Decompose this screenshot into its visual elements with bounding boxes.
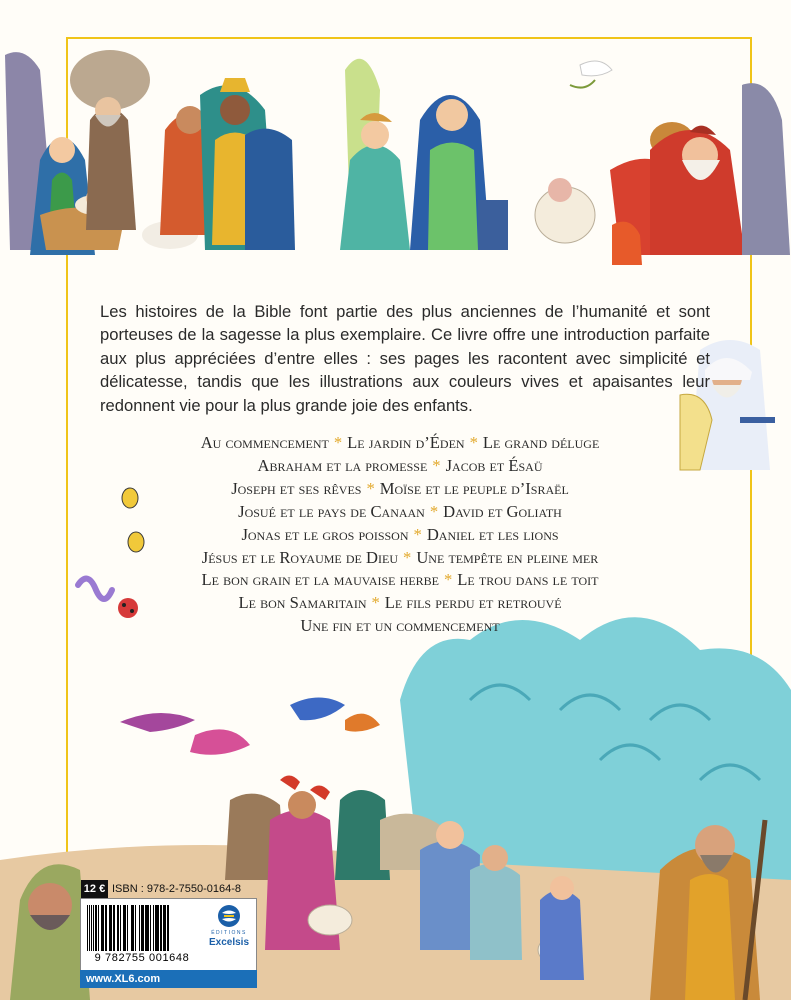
barcode-bar [120, 905, 121, 951]
story-title: Daniel et les lions [426, 524, 559, 544]
star-separator: * [366, 478, 375, 498]
star-separator: * [371, 593, 380, 613]
story-title: Abraham et la promesse [257, 455, 428, 475]
barcode-bar [135, 905, 136, 951]
noah-with-animals [535, 83, 790, 265]
story-title: Joseph et ses rêves [231, 478, 362, 498]
story-line [140, 455, 660, 478]
barcode-bar [93, 905, 94, 951]
barcode-bar [101, 905, 104, 951]
star-separator: * [469, 433, 478, 452]
dove [570, 61, 612, 88]
barcode-bar [91, 905, 92, 951]
barcode-bar [87, 905, 88, 951]
story-title: Le jardin d’Éden [347, 433, 465, 452]
barcode-bar [131, 905, 134, 951]
insects [78, 488, 144, 618]
barcode-bar [139, 905, 140, 951]
story-title: Le fils perdu et retrouvé [384, 593, 562, 613]
website-link[interactable]: www.XL6.com [80, 970, 257, 988]
isbn-label: ISBN : 978-2-7550-0164-8 [112, 883, 242, 895]
story-line [140, 501, 660, 524]
publisher-label: ÉDITIONS [211, 930, 247, 936]
barcode-bar [163, 905, 166, 951]
barcode-bar [113, 905, 115, 951]
birds [120, 698, 380, 801]
barcode-bar [123, 905, 126, 951]
price-tag: 12 € [81, 880, 108, 898]
star-separator: * [429, 501, 439, 521]
story-line [140, 478, 660, 501]
story-title: Moïse et le peuple d’Israël [379, 478, 569, 498]
barcode-bar [95, 905, 97, 951]
barcode-bar [143, 905, 144, 951]
story-line [140, 524, 660, 547]
star-separator: * [403, 547, 412, 567]
barcode-bar [150, 905, 151, 951]
barcode [87, 905, 195, 951]
story-list [140, 432, 660, 638]
nativity-scene [5, 50, 295, 255]
star-separator: * [444, 570, 453, 590]
barcode-bar [147, 905, 149, 951]
barcode-bar [117, 905, 119, 951]
publisher-logo-icon [217, 904, 241, 928]
publisher-logo [204, 903, 254, 969]
barcode-number: 9 782755 001648 [94, 952, 190, 964]
barcode-bar [160, 905, 162, 951]
star-separator: * [432, 455, 441, 475]
annunciation-scene [340, 59, 508, 250]
story-title: Jésus et le Royaume de Dieu [201, 547, 399, 567]
barcode-bar [127, 905, 128, 951]
story-line [140, 592, 660, 615]
story-title: Jonas et le gros poisson [241, 524, 409, 544]
star-separator: * [333, 433, 343, 452]
story-title: Le bon Samaritain [238, 593, 367, 613]
barcode-bar [89, 905, 90, 951]
story-title: Josué et le pays de Canaan [238, 501, 425, 521]
story-line [140, 615, 660, 638]
story-line [140, 547, 660, 570]
story-title: David et Goliath [443, 501, 562, 521]
story-title: Le trou dans le toit [457, 570, 599, 590]
barcode-bar [157, 905, 159, 951]
story-line [140, 569, 660, 592]
story-title: Jacob et Ésaü [445, 455, 543, 475]
barcode-box [80, 898, 257, 972]
story-line [140, 432, 660, 455]
story-title: Une fin et un commencement [300, 616, 500, 636]
barcode-bar [109, 905, 112, 951]
story-title: Une tempête en pleine mer [416, 547, 599, 567]
book-description: Les histoires de la Bible font partie des plus anciennes de l’humanité et sont porteuses de la sagesse la plus exemplaire. Ce livre offre une introduction parfaite aux plus appréciées d’entre elles : ses pages les racontent avec simplicité et délicatesse, tandis que les illustrations aux couleurs vives et apaisantes leur redonnent vie pour la plus grande joie des enfants. [100, 302, 710, 415]
story-title: Le grand déluge [482, 433, 600, 452]
barcode-bar [153, 905, 154, 951]
story-title: Au commencement [200, 433, 329, 452]
barcode-bar [98, 905, 99, 951]
star-separator: * [413, 524, 422, 544]
barcode-bar [105, 905, 107, 951]
publisher-name: Excelsis [208, 937, 250, 948]
barcode-bar [167, 905, 169, 951]
story-title: Le bon grain et la mauvaise herbe [201, 570, 439, 590]
